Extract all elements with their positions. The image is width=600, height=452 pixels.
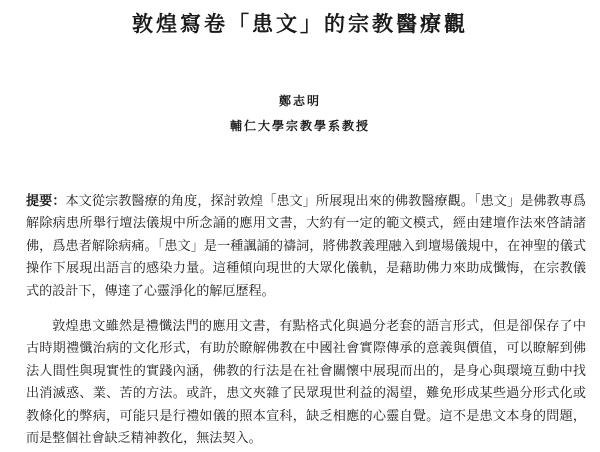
author-name: 鄭志明 (278, 94, 321, 108)
body-paragraph: 敦煌患文雖然是禮懺法門的應用文書，有點格式化與過分老套的語言形式，但是卻保存了中古時期禮懺治病的文化形式，有助於瞭解佛教在中國社會實際傳承的意義與價值，可以瞭解到佛法人間性與現實性的實踐內涵，佛教的行法是在社會關懷中展現而出的，是身心與環境互動中找出消滅惑、業、苦的方法。或許，患文夾雜了民眾現世利益的渴望，難免形成某些過分形式化或教條化的弊病，可能只是行禮如儀的照本宣科，缺乏相應的心靈自覺。這不是患文本身的問題，而是整個社會缺乏精神教化，無法契入。 (26, 319, 586, 447)
paper-title: 敦煌寫卷「患文」的宗教醫療觀 (132, 11, 468, 36)
author-affiliation: 輔仁大學宗教學系教授 (229, 119, 370, 133)
abstract-label: 提要： (26, 194, 66, 209)
abstract-paragraph (26, 191, 586, 303)
abstract-text: 本文從宗教醫療的角度，探討敦煌「患文」所展現出來的佛教醫療觀。「患文」是佛教專爲解除病患所舉行壇法儀規中所念誦的應用文書，大約有一定的範文模式，經由建壇作法來啓請諸佛，爲患者解除病痛。「患文」是一種諷誦的禱詞，將佛教義理融入到壇場儀規中，在神聖的儀式操作下展現出語言的感染力量。這種傾向現世的大眾化儀軌，是藉助佛力來助成懺悔，在宗教儀式的設計下，傳達了心靈淨化的解厄歷程。 (26, 194, 587, 299)
